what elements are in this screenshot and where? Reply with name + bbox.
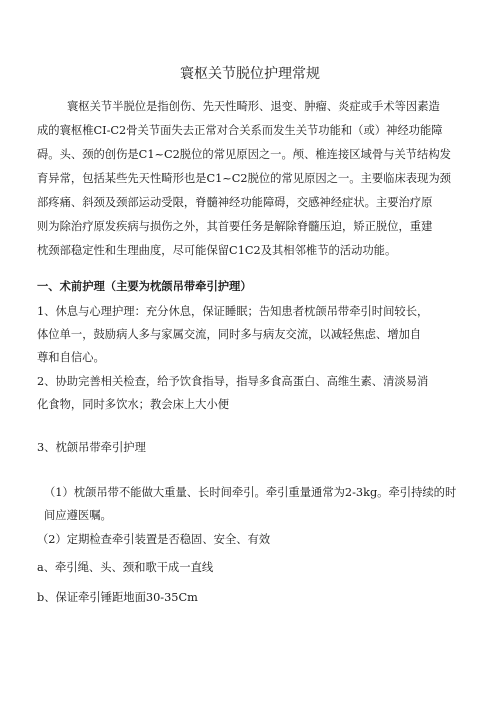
sub1-line-2: 间应遵医嘱。 (44, 509, 112, 522)
item-exams-diet (37, 370, 463, 416)
sub1-line-1: （1）枕颌吊带不能做大重量、长时间牵引。牵引重量通常为2-3kg。牵引持续的时 (44, 486, 457, 499)
sub-item-b: b、保证牵引锤距地面30-35Cm (37, 591, 198, 604)
sub-item-1 (44, 481, 463, 527)
sub-item-a: a、牵引绳、头、颈和歌干成一直线 (37, 561, 214, 574)
intro-line-2: 成的寰枢椎CI-C2骨关节面失去正常对合关系而发生关节功能和（或）神经功能障 (37, 124, 443, 137)
intro-paragraph (37, 95, 463, 263)
document-title: 寰枢关节脱位护理常规 (180, 66, 320, 82)
item2-line-2: 化食物，同时多饮水；教会床上大小便 (37, 398, 230, 411)
item-rest-psych (37, 300, 463, 369)
item-traction-care: 3、枕颌吊带牵引护理 (37, 441, 146, 454)
sub-item-2: （2）定期检查牵引装置是否稳固、安全、有效 (37, 533, 271, 546)
item2-line-1: 2、协助完善相关检查，给予饮食指导，指导多食高蛋白、高维生素、清淡易消 (37, 375, 429, 388)
item1-line-3: 尊和自信心。 (37, 351, 105, 364)
intro-line-6: 则为除治疗原发疾病与损伤之外，其首要任务是解除脊髓压迫，矫正脱位，重建 (37, 220, 433, 233)
intro-line-4: 育异常，包括某些先天性畸形也是C1~C2脱位的常见原因之一。主要临床表现为颈 (37, 172, 451, 185)
intro-line-7: 枕颈部稳定性和生理曲度，尽可能保留C1C2及其相邻椎节的活动功能。 (37, 244, 397, 257)
item1-line-1: 1、休息与心理护理：充分休息，保证睡眠；告知患者枕颌吊带牵引时间较长， (37, 305, 429, 318)
intro-line-3: 碍。头、颈的创伤是C1~C2脱位的常见原因之一。颅、椎连接区域骨与关节结构发 (37, 148, 451, 161)
section-heading-preop: 一、术前护理（主要为枕颌吊带牵引护理） (37, 280, 252, 293)
intro-line-1: 寰枢关节半脱位是指创伤、先天性畸形、退变、肿瘤、炎症或手术等因素造 (67, 100, 440, 113)
item1-line-2: 体位单一，鼓励病人多与家属交流，同时多与病友交流，以减轻焦虑、增加自 (37, 328, 422, 341)
intro-line-5: 部疼痛、斜颈及颈部运动受限，脊髓神经功能障碍，交感神经症状。主要治疗原 (37, 196, 433, 209)
